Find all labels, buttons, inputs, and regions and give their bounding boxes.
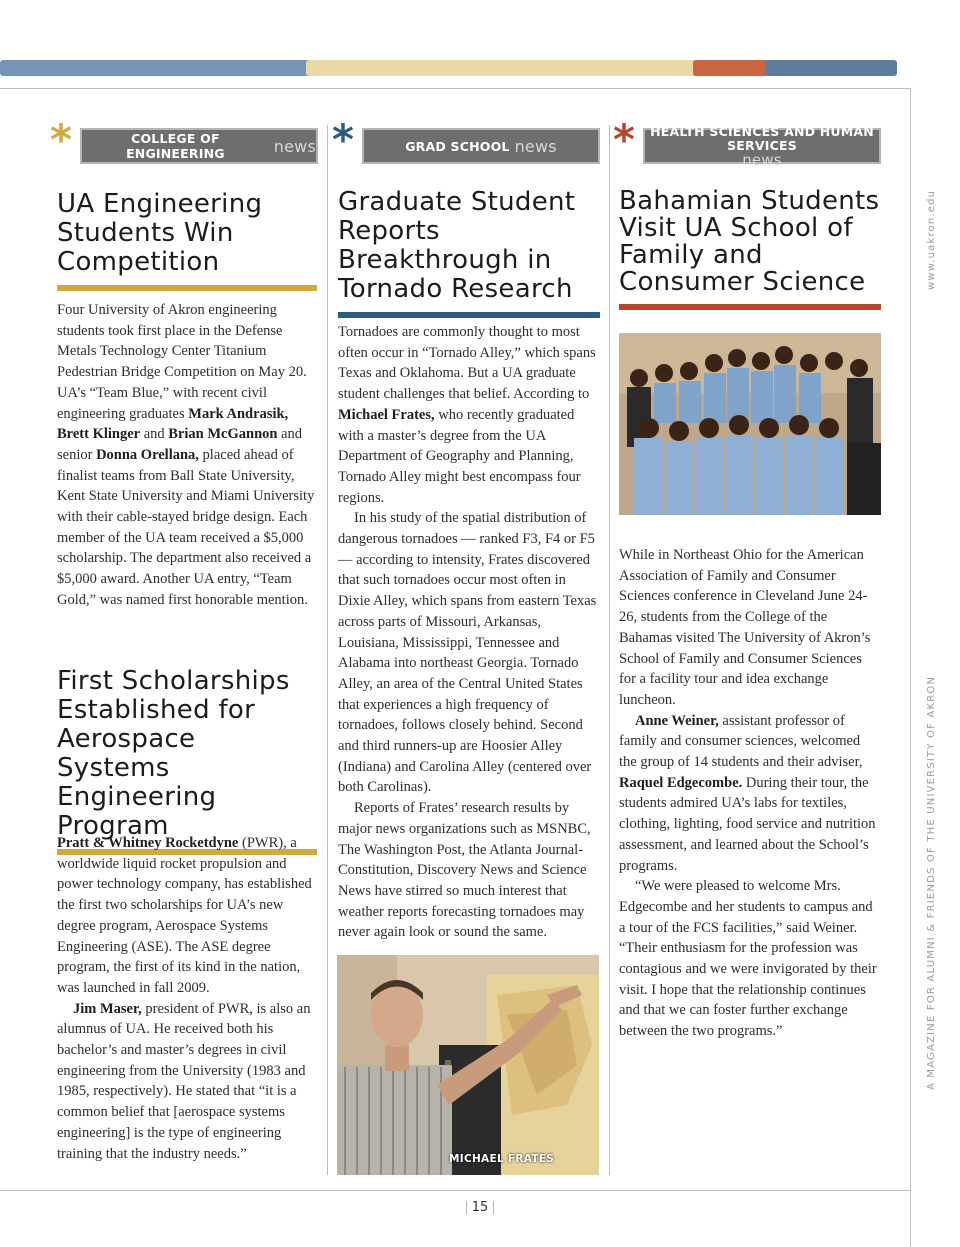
article-paragraph: In his study of the spatial distribution of dangerous tornadoes — ranked F3, F4 or F5 — according to intensity, Frates discovered that such tornadoes occur most often in Dixie Alley, which spans from eastern Texas across parts of Missouri, Arkansas, Louisiana, Mississippi, Tennessee and Alabama into northeast Georgia. Tornado Alley, an area of the Central United States that experiences a high frequency of tornadoes, follows closely behind. Second and third runners-up are Hoosier Alley (Indiana) and Carolina Alley (centered over both Carolinas). <box>338 510 597 796</box>
section-suffix: news <box>273 136 316 156</box>
top-color-bar-blue <box>0 60 314 76</box>
section-name: GRAD SCHOOL <box>405 138 510 154</box>
right-frame-rule <box>910 88 911 1247</box>
photo-michael-frates <box>337 955 599 1175</box>
article-paragraph: “We were pleased to welcome Mrs. Edgecombe and her students to campus and a tour of the FCS facilities,” said Weiner. “Their enthusiasm for the profession was contagious and we were invigorated by their visit. I hope that the relationship continues and that we can foster further exchange between the two programs.” <box>619 878 877 1040</box>
section-tab-grad-school <box>362 128 600 164</box>
article-headline: First Scholarships Established for Aerospace Systems Engineering Program <box>57 666 290 841</box>
article-tornado-research <box>338 188 600 318</box>
headline-underline <box>338 312 600 318</box>
article-aerospace-scholarships <box>57 667 312 855</box>
photo-illustration <box>337 955 599 1175</box>
section-suffix: news <box>514 136 557 156</box>
article-body <box>57 300 317 611</box>
photo-caption: MICHAEL FRATES <box>449 1153 555 1165</box>
article-body <box>57 833 317 1164</box>
article-paragraph: Tornadoes are commonly thought to most often occur in “Tornado Alley,” which spans Texas and Oklahoma. But a UA graduate student challenges that belief. According to Michael Frates, who recently graduated with a master’s degree from the UA Department of Geography and Planning, Tornado Alley might best encompass four regions. <box>338 324 596 506</box>
section-suffix: news <box>742 151 782 169</box>
photo-illustration <box>619 333 881 515</box>
headline-underline <box>619 304 881 310</box>
section-name: HEALTH SCIENCES AND HUMAN SERVICES <box>650 124 874 153</box>
page-number <box>0 1200 960 1215</box>
article-paragraph: Reports of Frates’ research results by major news organizations such as MSNBC, The Washington Post, the Atlanta Journal-Constitution, Discovery News and Science News have stirred so much interest that weather reports forecasting tornadoes may never again look or sound the same. <box>338 800 591 941</box>
divider: | <box>491 1200 496 1215</box>
article-paragraph: Four University of Akron engineering students took first place in the Defense Metals Technology Center Titanium Pedestrian Bridge Competition on May 20. UA’s “Team Blue,” with recent civil engineering graduates Mark Andrasik, Brett Klinger and Brian McGannon and senior Donna Orellana, placed ahead of finalist teams from Ball State University, Kent State University and Miami University with their cable-stayed bridge design. Each member of the UA team received a $5,000 scholarship. The department also received a $5,000 award. Another UA entry, “Team Gold,” was named first honorable mention. <box>57 302 315 608</box>
sidebar-tagline: A MAGAZINE FOR ALUMNI & FRIENDS OF THE UNIVERSITY OF AKRON <box>926 675 937 1090</box>
bold-name: Jim Maser, <box>73 1000 142 1017</box>
bottom-rule <box>0 1190 910 1191</box>
column-divider-1 <box>327 125 328 1175</box>
photo-bahamian-group <box>619 333 881 515</box>
bold-name: Donna Orellana, <box>96 446 199 463</box>
top-color-bar-tan <box>306 60 700 76</box>
bold-name: Pratt & Whitney Rocketdyne <box>57 835 239 851</box>
headline-underline <box>57 285 317 291</box>
article-engineering-competition <box>57 190 312 291</box>
article-headline: Graduate Student Reports Breakthrough in Tornado Research <box>338 187 576 304</box>
section-tab-health-sciences <box>643 124 881 169</box>
section-tab-engineering <box>80 128 318 164</box>
bold-name: Anne Weiner, <box>635 712 719 729</box>
article-bahamian-students <box>619 188 881 310</box>
article-body <box>619 545 881 1042</box>
top-color-bar-darkblue <box>765 60 897 76</box>
top-color-bar-orange <box>693 60 770 76</box>
top-rule <box>0 88 910 89</box>
column-divider-2 <box>609 125 610 1175</box>
article-body <box>338 322 600 943</box>
article-paragraph: Anne Weiner, assistant professor of family and consumer sciences, welcomed the group of 14 students and their adviser, Raquel Edgecombe. During their tour, the students admired UA’s labs for textiles, clothing, lighting, food service and nutrition assessment, and learned about the School’s programs. <box>619 712 876 874</box>
article-headline: Bahamian Students Visit UA School of Family and Consumer Science <box>619 186 880 297</box>
article-paragraph: While in Northeast Ohio for the American Association of Family and Consumer Sciences conference in Cleveland June 24-26, students from the College of the Bahamas visited The University of Akron’s School of Family and Consumer Sciences for a facility tour and idea exchange luncheon. <box>619 547 871 708</box>
sidebar-url: www.uakron.edu <box>926 189 937 290</box>
bold-name: Raquel Edgecombe. <box>619 774 743 791</box>
asterisk-icon: * <box>332 115 354 164</box>
article-paragraph: Jim Maser, president of PWR, is also an alumnus of UA. He received both his bachelor’s and master’s degrees in civil engineering from the University (1983 and 1985, respectively). He stated that “it is a common belief that [aerospace systems engineering] is the type of engineering training that the industry needs.” <box>57 1000 311 1162</box>
divider: | <box>464 1200 469 1215</box>
article-headline: UA Engineering Students Win Competition <box>57 189 263 277</box>
section-name: COLLEGE OF ENGINEERING <box>126 131 225 161</box>
asterisk-icon: * <box>50 115 72 164</box>
bold-name: Mark Andrasik, Brett Klinger <box>57 405 289 443</box>
asterisk-icon: * <box>613 115 635 164</box>
bold-name: Brian McGannon <box>168 426 278 443</box>
article-paragraph: Pratt & Whitney Rocketdyne (PWR), a worldwide liquid rocket propulsion and power technology company, has established the first two scholarships for UA’s new degree program, Aerospace Systems Engineering (ASE). The ASE degree program, the first of its kind in the nation, was launched in fall 2009. <box>57 835 312 996</box>
bold-name: Michael Frates, <box>338 406 435 423</box>
page-number-value: 15 <box>471 1200 489 1215</box>
